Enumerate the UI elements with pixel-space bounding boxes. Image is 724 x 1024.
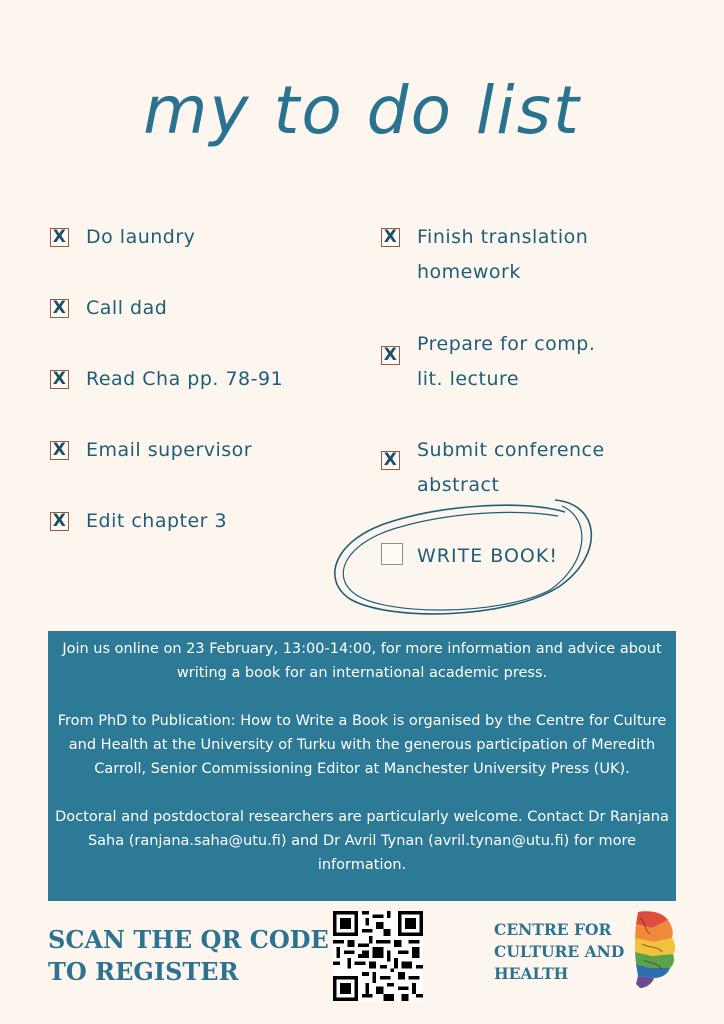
todo-item-lecture <box>381 327 595 397</box>
checkbox-icon: X <box>381 228 400 247</box>
checkbox-icon: X <box>381 346 400 365</box>
checkbox-icon: X <box>50 441 69 460</box>
todo-label: Call dad <box>86 297 168 319</box>
info-paragraph: Doctoral and postdoctoral researchers are particularly welcome. Contact Dr Ranjana Saha (ranjana.saha@utu.fi) and Dr Avril Tynan (avril.tynan@utu.fi) for more information. <box>55 809 669 873</box>
page-title: my to do list <box>143 72 581 149</box>
scan-qr-heading: SCAN THE QR CODE TO REGISTER <box>48 925 329 986</box>
todo-item-call-dad <box>50 291 167 326</box>
info-panel <box>48 631 676 901</box>
checkbox-icon: X <box>50 370 69 389</box>
todo-label: Email supervisor <box>86 439 253 461</box>
checkbox-icon: X <box>50 299 69 318</box>
todo-label: Edit chapter 3 <box>86 510 228 532</box>
todo-item-translation <box>381 220 588 290</box>
todo-label: Finish translation <box>417 226 589 248</box>
todo-item-abstract <box>381 433 605 503</box>
todo-label: abstract <box>417 474 500 496</box>
checkbox-icon: X <box>381 451 400 470</box>
checkbox-icon: X <box>50 512 69 531</box>
todo-label: Read Cha pp. 78-91 <box>86 368 284 390</box>
checkbox-icon <box>381 543 403 565</box>
todo-label: Prepare for comp. <box>417 333 596 355</box>
todo-label: Do laundry <box>86 226 196 248</box>
brain-logo-icon <box>632 908 678 990</box>
todo-item-write-book <box>381 539 558 574</box>
todo-label: WRITE BOOK! <box>417 545 558 567</box>
todo-label: Submit conference <box>417 439 605 461</box>
todo-item-edit-chapter <box>50 504 227 539</box>
qr-code-icon[interactable] <box>333 911 423 1001</box>
info-paragraph: From PhD to Publication: How to Write a Book is organised by the Centre for Culture and Health at the University of Turku with the generous participation of Meredith Carroll, Senior Commissioning Editor at Manchester University Press (UK). <box>57 713 667 777</box>
todo-label: homework <box>417 261 521 283</box>
todo-item-read-cha <box>50 362 283 397</box>
todo-label: lit. lecture <box>417 368 520 390</box>
info-paragraph: Join us online on 23 February, 13:00-14:00, for more information and advice about writing a book for an international academic press. <box>62 641 662 681</box>
checkbox-icon: X <box>50 228 69 247</box>
todo-item-email-supervisor <box>50 433 252 468</box>
todo-item-laundry <box>50 220 195 255</box>
centre-name: CENTRE FOR CULTURE AND HEALTH <box>494 920 625 983</box>
